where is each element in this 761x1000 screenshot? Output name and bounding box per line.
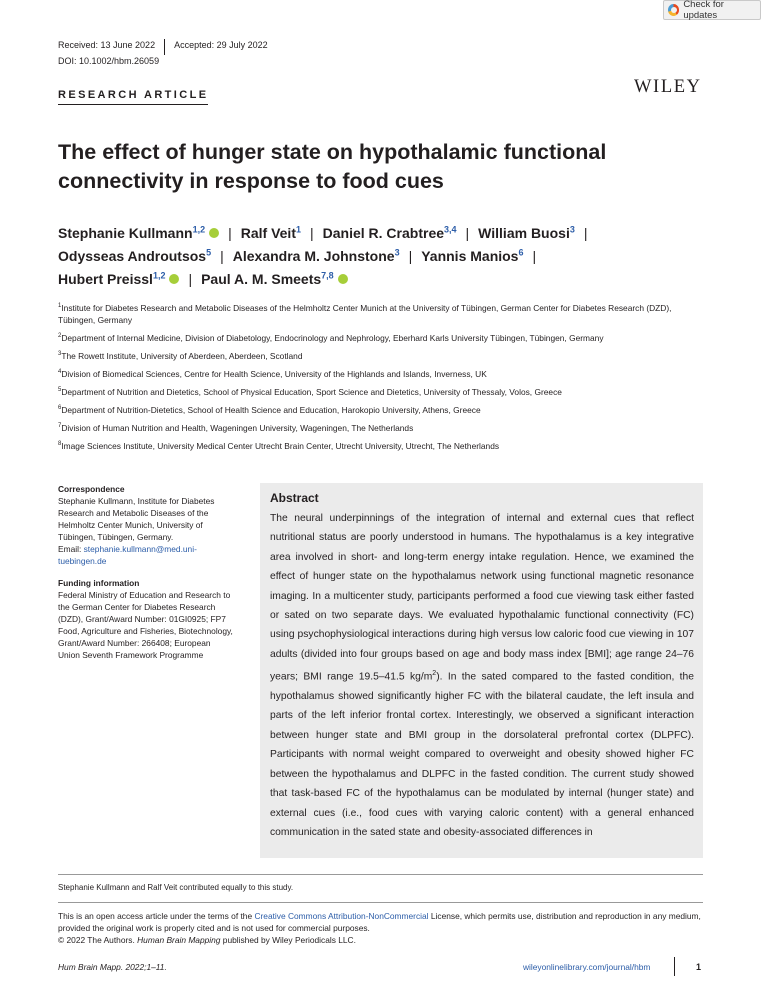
affiliation [58, 440, 708, 452]
funding-line: Grant/Award Number: 266408; European [58, 638, 211, 648]
author-name[interactable]: Stephanie Kullmann [58, 225, 193, 241]
abstract-superscript: 2 [432, 670, 437, 678]
affiliation-number: 4 [58, 369, 62, 376]
author-separator: | [465, 225, 470, 241]
funding-line: (DZD), Grant/Award Number: 01GI0925; FP7 [58, 614, 226, 624]
author-affil-sup: 1 [295, 224, 301, 235]
affiliation [58, 350, 708, 362]
author-line-3 [58, 268, 708, 291]
abstract-panel [260, 483, 703, 858]
license-text-part: License, which permits use, distribution and reproduction in any medium, provided the original work is properly cited and is not used for commercial purposes. [58, 911, 701, 934]
license-notice [58, 910, 708, 947]
author-affil-sup: 3,4 [444, 224, 457, 235]
affiliation-number: 6 [58, 405, 62, 412]
abstract-text [270, 509, 694, 842]
author-affil-sup: 3 [569, 224, 575, 235]
article-title: The effect of hunger state on hypothalamic functional connectivity in response to food cues [58, 140, 607, 193]
correspondence-heading: Correspondence [58, 484, 125, 494]
affiliation-text: The Rowett Institute, University of Aberdeen, Aberdeen, Scotland [61, 351, 303, 361]
email-label: Email: [58, 544, 84, 554]
date-divider [164, 39, 165, 55]
abstract-text-part: The neural underpinnings of the integration of internal and external cues that reflect nutritional status are poorly understood in humans. The hypothalamus is a key integrative area involved in short- and long-term energy intake regulation. Hence, we examined the effect of hunger state on the hypothalamus network using functional magnetic resonance imaging. In a multicenter study, participants performed a food cue viewing task either fasted or sated on two separate days. We evaluated hypothalamic functional connectivity (FC) using psychophysiological interactions during high versus low caloric food cue viewing in 107 adults (divided into four groups based on age and body mass index [BMI]; age range 24–76 years; BMI range 19.5–41.5 kg/m [270, 513, 694, 683]
affiliation-number: 3 [58, 351, 62, 358]
email-link-continued[interactable]: tuebingen.de [58, 556, 107, 566]
contribution-footnote: Stephanie Kullmann and Ralf Veit contributed equally to this study. [58, 883, 294, 892]
footer-divider [674, 957, 675, 976]
funding-line: Union Seventh Framework Programme [58, 650, 204, 660]
author-affil-sup: 5 [206, 247, 212, 258]
copyright-line [58, 934, 708, 946]
author-affil-sup: 3 [394, 247, 400, 258]
license-text-part: This is an open access article under the terms of the [58, 911, 255, 921]
funding-line: Federal Ministry of Education and Research to [58, 590, 231, 600]
funding-line: the German Center for Diabetes Research [58, 602, 216, 612]
abstract-text-part: ). In the sated compared to the fasted condition, the hypothalamus showed significantly higher FC with the bilateral caudate, the left insula and parts of the left inferior frontal cortex. Interestingly, we observed a significant interaction between hunger state and BMI group in the dorsolateral prefrontal cortex (DLPFC). Participants with normal weight compared to overweight and obesity showed higher FC between the hypothalamus and DLPFC in the fasted condition. The current study showed that task-based FC of the hypothalamus can be modulated by internal (hunger state) and external cues (i.e., food cues with varying caloric content) with a general enhanced communication in the sated state and obesity-associated differences in [270, 671, 695, 838]
author-separator: | [220, 248, 224, 264]
journal-name: Human Brain Mapping [137, 935, 221, 946]
crossmark-icon [668, 4, 679, 16]
affiliation [58, 332, 708, 344]
correspondence-line: Stephanie Kullmann, Institute for Diabetes [58, 496, 215, 506]
page-number: 1 [696, 962, 702, 972]
article-type: RESEARCH ARTICLE [58, 89, 208, 105]
funding-line: Food, Agriculture and Fisheries, Biotechnology, [58, 626, 233, 636]
orcid-icon[interactable] [169, 274, 179, 284]
affiliation-number: 1 [58, 303, 62, 310]
affiliation-text: Department of Nutrition-Dietetics, School of Health Science and Education, Harokopio University, Athens, Greece [61, 405, 481, 415]
author-affil-sup: 1,2 [192, 224, 206, 235]
author-separator: | [228, 225, 232, 241]
affiliation [58, 404, 708, 416]
license-text [58, 910, 708, 934]
orcid-icon[interactable] [209, 228, 219, 238]
received-date: Received: 13 June 2022 [58, 40, 156, 50]
author-affil-sup: 6 [518, 247, 524, 258]
correspondence-line: Tübingen, Tübingen, Germany. [58, 532, 174, 542]
author-name[interactable]: William Buosi [478, 225, 570, 241]
accepted-date: Accepted: 29 July 2022 [174, 40, 268, 50]
affiliation [58, 422, 708, 434]
author-separator: | [310, 225, 314, 241]
author-affil-sup: 7,8 [321, 270, 334, 281]
author-name[interactable]: Odysseas Androutsos [58, 248, 207, 264]
affiliation [58, 386, 708, 398]
author-separator: | [188, 271, 193, 287]
license-divider [58, 902, 703, 903]
article-sidebar [58, 483, 248, 661]
journal-url[interactable]: wileyonlinelibrary.com/journal/hbm [523, 962, 651, 972]
author-name[interactable]: Alexandra M. Johnstone [232, 248, 395, 264]
author-affil-sup: 1,2 [152, 270, 166, 281]
copyright-text: published by Wiley Periodicals LLC. [220, 935, 356, 946]
affiliation-number: 2 [58, 333, 62, 340]
copyright-text: © 2022 The Authors. [58, 935, 138, 946]
affiliation-number: 5 [58, 387, 62, 394]
check-for-updates-button[interactable] [663, 0, 761, 20]
affiliation [58, 368, 708, 380]
email-link[interactable]: stephanie.kullmann@med.uni- [83, 544, 197, 554]
author-name[interactable]: Paul A. M. Smeets [201, 271, 322, 287]
footnote-divider [58, 874, 703, 875]
funding-heading: Funding information [58, 578, 140, 588]
author-name[interactable]: Yannis Manios [421, 248, 519, 264]
affiliation-text: Image Sciences Institute, University Medical Center Utrecht Brain Center, Utrecht University, Utrecht, The Netherlands [61, 441, 500, 451]
author-name[interactable]: Hubert Preissl [58, 271, 153, 287]
affiliation-text: Department of Nutrition and Dietetics, School of Physical Education, Sport Science and Dietetics, University of Thessaly, Volos, Greece [61, 387, 562, 397]
publisher-logo: WILEY [634, 77, 702, 97]
affiliation-text: Institute for Diabetes Research and Metabolic Diseases of the Helmholtz Center Munich at the University of Tübingen, German Center for Diabetes Research (DZD), Tübingen, Germany [58, 303, 672, 325]
affiliation-number: 8 [58, 441, 62, 448]
affiliation-number: 7 [58, 423, 62, 430]
affiliation-text: Division of Human Nutrition and Health, Wageningen University, Wageningen, The Netherlands [61, 423, 414, 433]
author-line-2 [58, 245, 708, 268]
correspondence-line: Helmholtz Center Munich, University of [58, 520, 203, 530]
author-separator: | [532, 248, 537, 264]
abstract-heading: Abstract [270, 491, 319, 505]
affiliation-list [58, 302, 708, 458]
author-list [58, 222, 708, 291]
check-updates-label: Check for updates [683, 0, 724, 21]
author-name[interactable]: Daniel R. Crabtree [322, 225, 445, 241]
affiliation-text: Department of Internal Medicine, Division of Diabetology, Endocrinology and Nephrology, Eberhard Karls University Tübingen, Tübingen, Germany [61, 333, 604, 343]
orcid-icon[interactable] [338, 274, 348, 284]
affiliation-text: Division of Biomedical Sciences, Centre for Health Science, University of the Highlands and Islands, Inverness, UK [61, 369, 487, 379]
author-name[interactable]: Ralf Veit [240, 225, 296, 241]
license-link[interactable]: Creative Commons Attribution-NonCommercial [254, 911, 429, 921]
author-separator: | [583, 225, 588, 241]
affiliation [58, 302, 708, 326]
doi[interactable]: DOI: 10.1002/hbm.26059 [58, 56, 160, 66]
author-line-1 [58, 222, 708, 245]
correspondence-email-row [58, 543, 248, 555]
publication-dates [58, 38, 268, 52]
author-separator: | [408, 248, 413, 264]
journal-citation: Hum Brain Mapp. 2022;1–11. [58, 962, 167, 972]
correspondence-line: Research and Metabolic Diseases of the [58, 508, 209, 518]
